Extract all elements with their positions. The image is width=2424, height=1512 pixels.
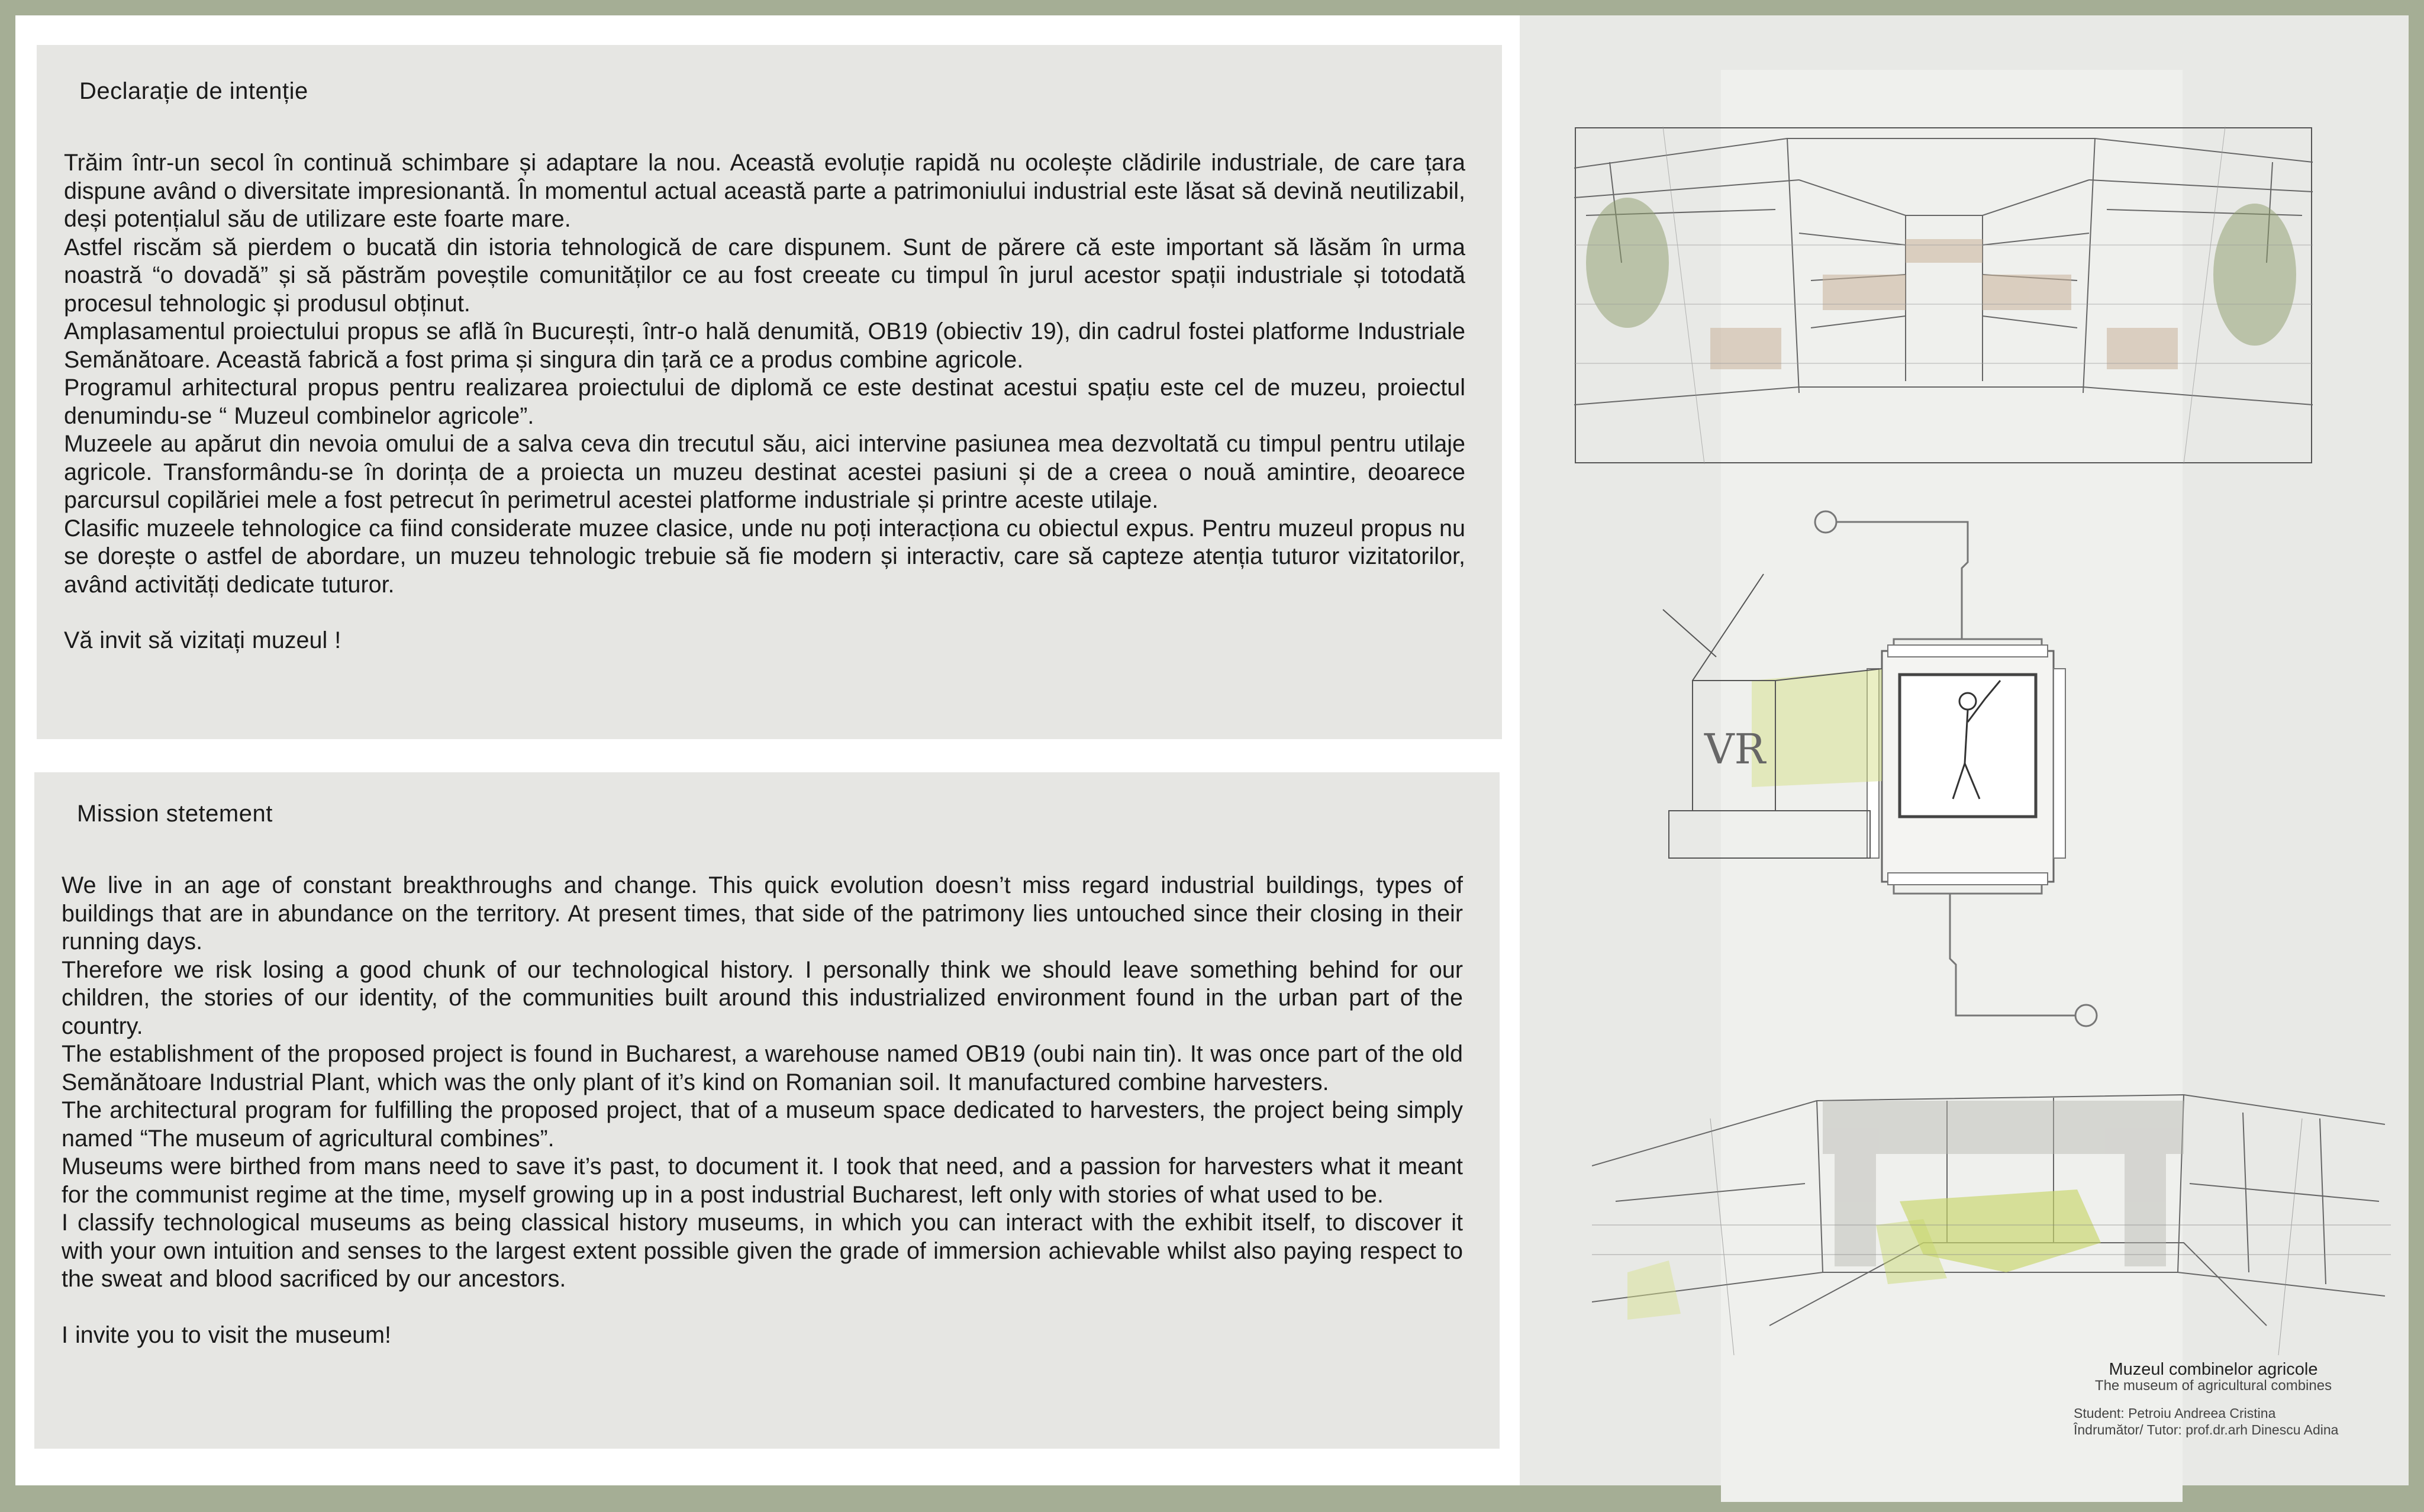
closing-line: I invite you to visit the museum! (62, 1321, 392, 1348)
paragraph: Programul arhitectural propus pentru realizarea proiectului de diplomă ce este destinat acestui spațiu este cel de muzeu, proiectul denumindu-se “ Muzeul combinelor agricole”. (64, 375, 1465, 429)
project-title: Muzeul combinelor agricole (2109, 1360, 2318, 1379)
paragraph: Muzeele au apărut din nevoia omului de a salva ceva din trecutul său, aici intervine pasiunea mea dezvoltată cu timpul pentru utilaje agricole. Transformându-se în dorința de a proiecta un muzeu destinat acestei pasiuni și de a creea o nouă amintire, deoarece parcursul copilăriei mele a fost petrecut în perimetrul acestei platforme industriale și printre aceste utilaje. (64, 431, 1465, 513)
paragraph: Clasific muzeele tehnologice ca fiind considerate muzee clasice, unde nu poți interacționa cu obiectul expus. Pentru muzeul propus nu se dorește o astfel de abordare, un muzeu tehnologic trebuie să fie modern și interactiv, care să capteze atenția tuturor vizitatorilor, având activități dedicate tuturor. (64, 515, 1465, 598)
paragraph: Astfel riscăm să pierdem o bucată din istoria tehnologică de care dispunem. Sunt de părere că este important să lăsăm în urma noastră “o dovadă” și să păstrăm poveștile comunităților ce au fost creeate cu timpul în jurul acestor spații industriale și totodată procesul tehnologic și produsul obținut. (64, 234, 1465, 317)
paragraph: I classify technological museums as being classical history museums, in which you can interact with the exhibit itself, to discover it with your own intuition and senses to the largest extent possible given the grade of immersion achievable whilst also paying respect to the sweat and blood sacrificed by our ancestors. (62, 1210, 1463, 1292)
closing-line: Vă invit să vizitați muzeul ! (64, 627, 341, 653)
declaration-title: Declarație de intenție (79, 78, 308, 104)
tutor-name: Îndrumător/ Tutor: prof.dr.arh Dinescu Adina (2074, 1422, 2339, 1437)
mission-title: Mission stetement (77, 801, 273, 827)
vr-label: VR (1704, 725, 1766, 773)
paragraph: Amplasamentul proiectului propus se află în București, într-o hală denumită, OB19 (obiectiv 19), din cadrul fostei platforme Industriale Semănătoare. Această fabrică a fost prima și singura din țară ce a produs combine agricole. (64, 318, 1465, 373)
mission-body (62, 872, 1463, 1349)
mission-box (34, 772, 1500, 1449)
declaration-body (64, 149, 1465, 655)
paragraph: We live in an age of constant breakthroughs and change. This quick evolution doesn’t miss regard industrial buildings, types of buildings that are in abundance on the territory. At present times, that side of the patrimony lies untouched since their closing in their running days. (62, 872, 1463, 955)
interior-perspective-sketch (1574, 127, 2313, 464)
project-subtitle: The museum of agricultural combines (2094, 1378, 2332, 1394)
paragraph: The establishment of the proposed project is found in Bucharest, a warehouse named OB19 (oubi nain tin). It was once part of the old Semănătoare Industrial Plant, which was the only plant of it’s kind on Romanian soil. It manufactured combine harvesters. (62, 1041, 1463, 1095)
paragraph: Therefore we risk losing a good chunk of our technological history. I personally think we should leave something behind for our children, the stories of our identity, of the communities built around this industrialized environment found in the urban part of the country. (62, 956, 1463, 1039)
declaration-box (37, 45, 1502, 739)
student-name: Student: Petroiu Andreea Cristina (2074, 1405, 2276, 1421)
paragraph: The architectural program for fulfilling the proposed project, that of a museum space dedicated to harvesters, the project being simply named “The museum of agricultural combines”. (62, 1097, 1463, 1152)
paragraph: Museums were birthed from mans need to save it’s past, to document it. I took that need, and a passion for harvesters what it meant for the communist regime at the time, myself growing up in a post industrial Bucharest, left only with stories of what used to be. (62, 1153, 1463, 1208)
paragraph: Trăim într-un secol în continuă schimbare și adaptare la nou. Această evoluție rapidă nu ocolește clădirile industriale, de care țara dispune având o diversitate impresionantă. În momentul actual această parte a patrimoniului industrial este lăsat să devină neutilizabil, deși potențialul său de utilizare este foarte mare. (64, 150, 1465, 232)
vr-chip-sketch (1645, 503, 2136, 1036)
exhibit-hall-sketch (1592, 1047, 2391, 1355)
credits-block (2054, 1361, 2397, 1438)
